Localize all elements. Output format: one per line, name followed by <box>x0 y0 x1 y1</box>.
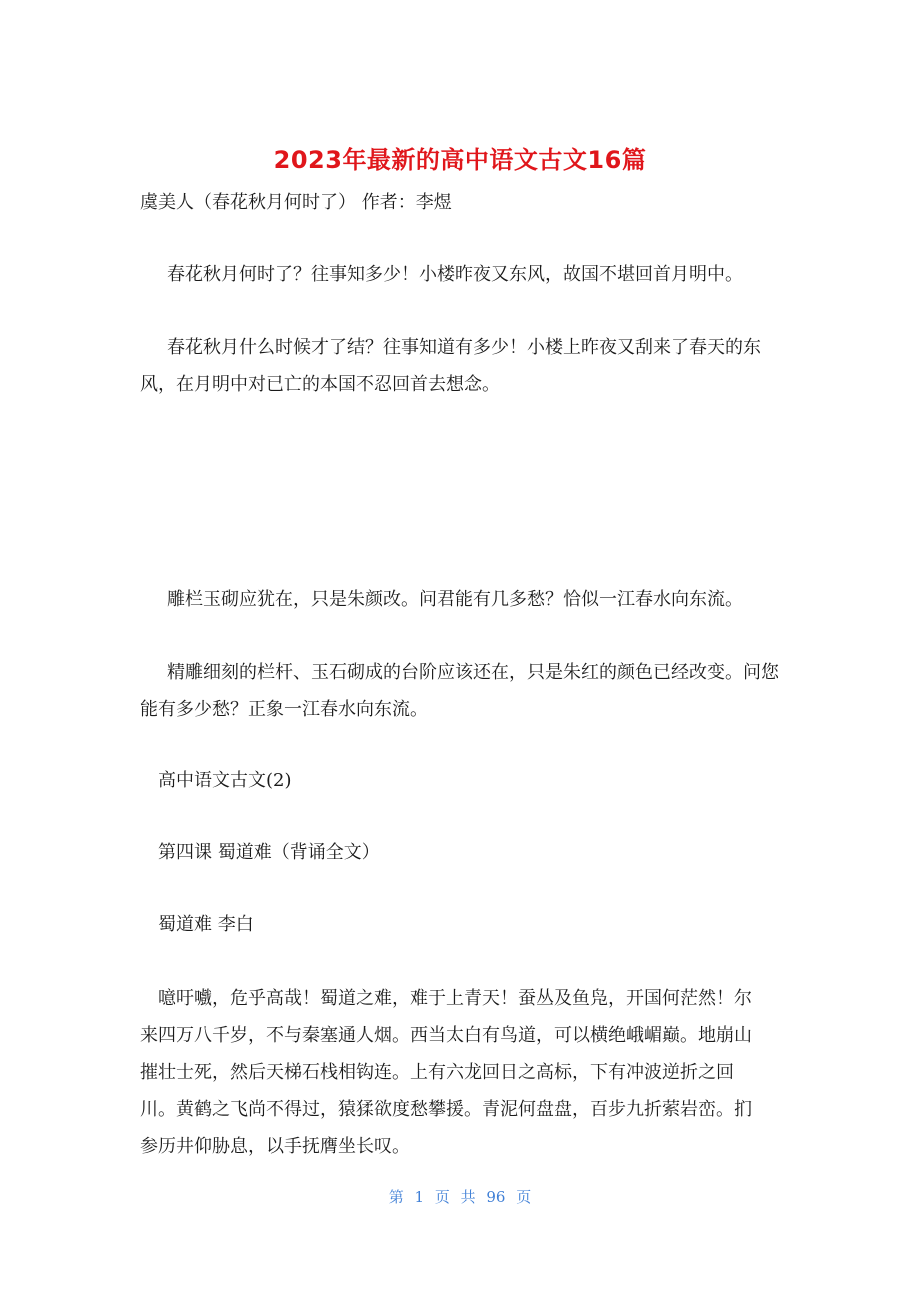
poem-title: 蜀道难 李白 <box>158 914 254 935</box>
section-heading: 高中语文古文(2) <box>158 770 292 791</box>
poem-body-line: 川。黄鹤之飞尚不得过，猿猱欲度愁攀援。青泥何盘盘，百步九折萦岩峦。扪 <box>140 1099 752 1120</box>
page-footer: 第 1 页 共 96 页 <box>388 1188 532 1206</box>
poem-translation-1: 春花秋月什么时候才了结？往事知道有多少！小楼上昨夜又刮来了春天的东风，在月明中对已亡的本国不忍回首去想念。 <box>140 337 761 395</box>
lesson-heading: 第四课 蜀道难（背诵全文） <box>158 842 380 863</box>
document-title: 2023年最新的高中语文古文16篇 <box>273 146 647 174</box>
poem-line-1: 春花秋月何时了？往事知多少！小楼昨夜又东风，故国不堪回首月明中。 <box>167 264 743 285</box>
poem-body-line: 来四万八千岁，不与秦塞通人烟。西当太白有鸟道，可以横绝峨嵋巅。地崩山 <box>140 1025 752 1046</box>
poem-translation-2: 精雕细刻的栏杆、玉石砌成的台阶应该还在，只是朱红的颜色已经改变。问您能有多少愁？正象一江春水向东流。 <box>140 662 779 720</box>
poem-body-line: 参历井仰胁息，以手抚膺坐长叹。 <box>140 1136 410 1157</box>
poem-body-line: 摧壮士死，然后天梯石栈相钩连。上有六龙回日之高标，下有冲波逆折之回 <box>140 1062 734 1083</box>
poem-line-2: 雕栏玉砌应犹在，只是朱颜改。问君能有几多愁？恰似一江春水向东流。 <box>167 589 743 610</box>
poem-heading: 虞美人（春花秋月何时了） 作者：李煜 <box>140 192 452 213</box>
poem-body-line: 噫吁嚱，危乎高哉！蜀道之难，难于上青天！蚕丛及鱼凫，开国何茫然！尔 <box>158 988 752 1009</box>
